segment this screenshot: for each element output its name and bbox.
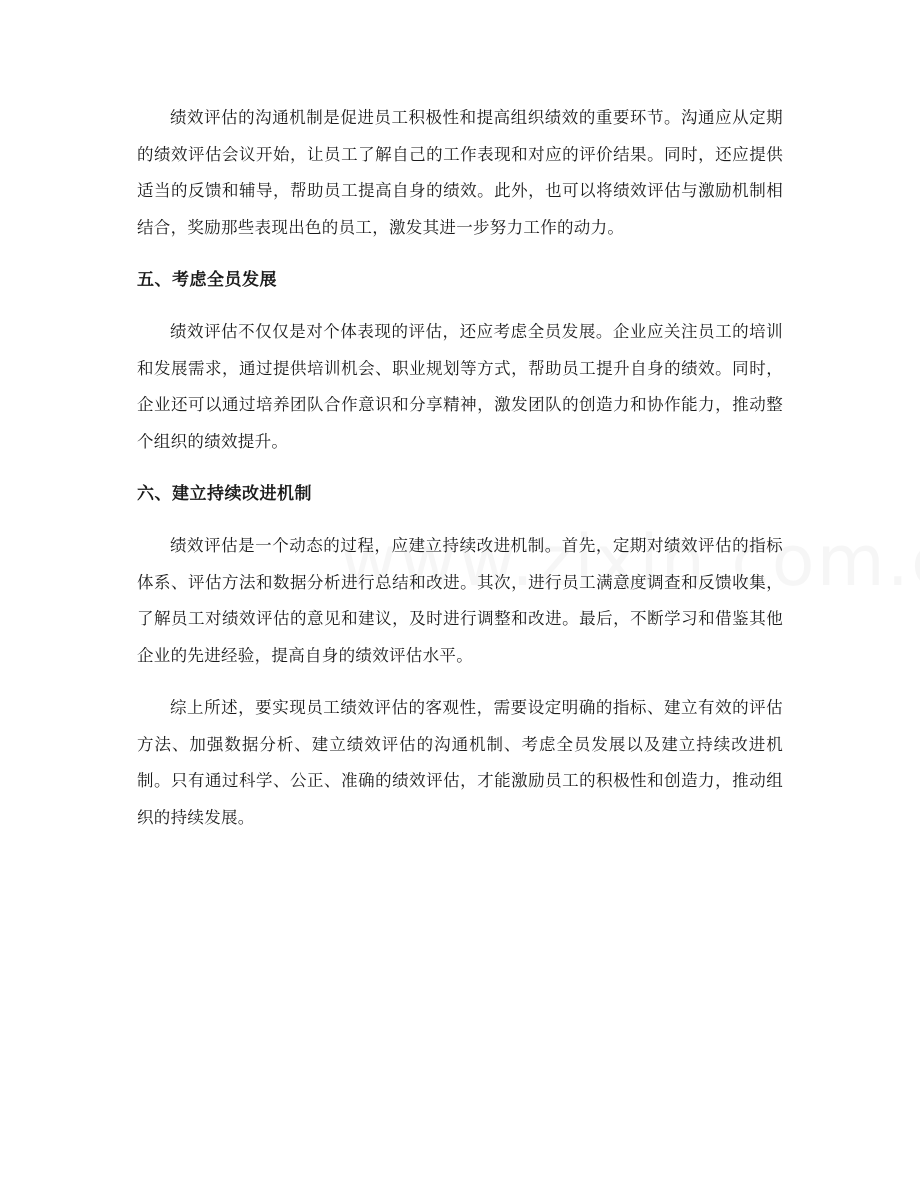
section-heading-6: 六、建立持续改进机制 [137,484,312,504]
document-page [137,100,783,836]
paragraph-conclusion: 综上所述，要实现员工绩效评估的客观性，需要设定明确的指标、建立有效的评估方法、加强数据分析、建立绩效评估的沟通机制、考虑全员发展以及建立持续改进机制。只有通过科学、公正、准确的绩效评估，才能激励员工的积极性和创造力，推动组织的持续发展。 [137,698,783,827]
paragraph-improvement: 绩效评估是一个动态的过程，应建立持续改进机制。首先，定期对绩效评估的指标体系、评估方法和数据分析进行总结和改进。其次，进行员工满意度调查和反馈收集，了解员工对绩效评估的意见和建议，及时进行调整和改进。最后，不断学习和借鉴其他企业的先进经验，提高自身的绩效评估水平。 [137,536,783,665]
paragraph-development: 绩效评估不仅仅是对个体表现的评估，还应考虑全员发展。企业应关注员工的培训和发展需求，通过提供培训机会、职业规划等方式，帮助员工提升自身的绩效。同时，企业还可以通过培养团队合作意识和分享精神，激发团队的创造力和协作能力，推动整个组织的绩效提升。 [137,322,783,451]
paragraph-communication: 绩效评估的沟通机制是促进员工积极性和提高组织绩效的重要环节。沟通应从定期的绩效评估会议开始，让员工了解自己的工作表现和对应的评价结果。同时，还应提供适当的反馈和辅导，帮助员工提高自身的绩效。此外，也可以将绩效评估与激励机制相结合，奖励那些表现出色的员工，激发其进一步努力工作的动力。 [137,108,783,237]
section-heading-5: 五、考虑全员发展 [137,270,277,290]
